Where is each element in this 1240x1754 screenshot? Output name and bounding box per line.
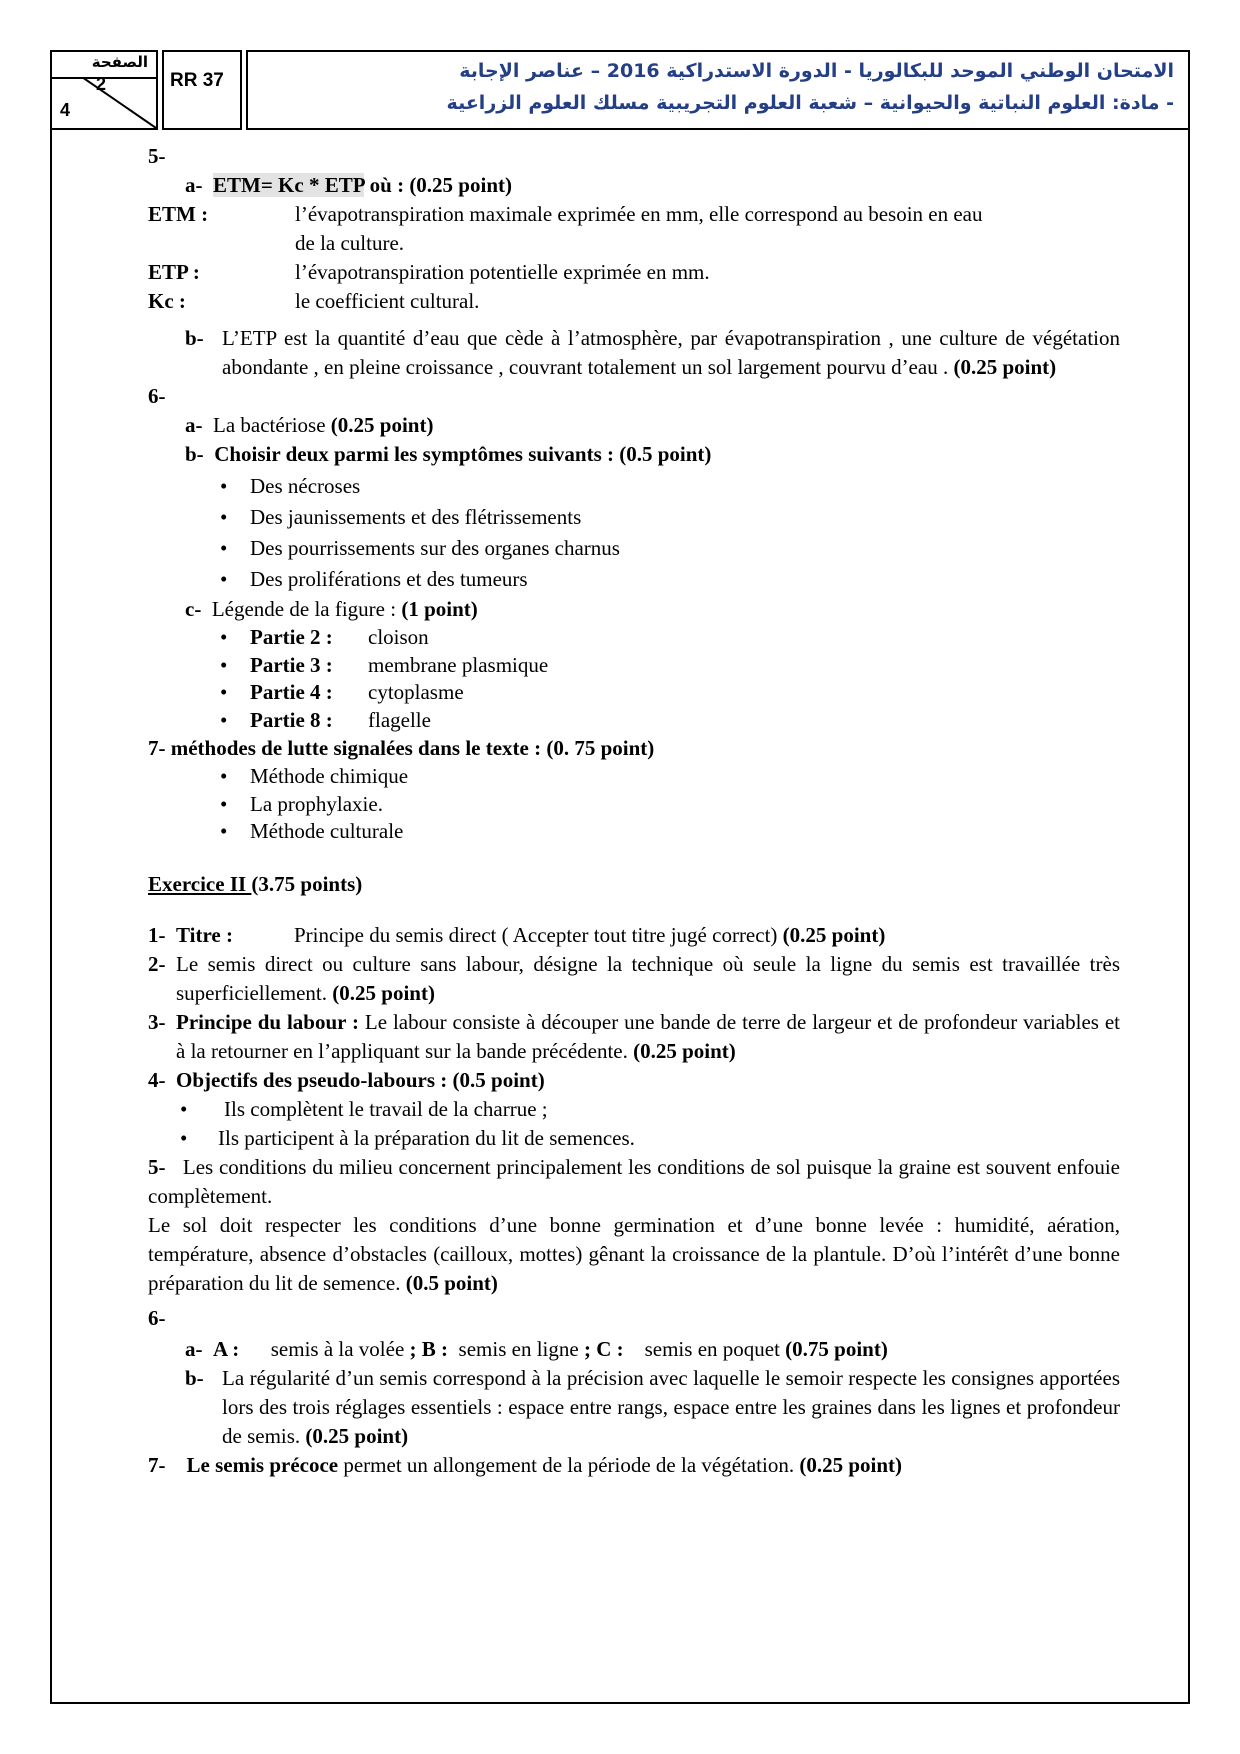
- def-kc-key: Kc :: [148, 289, 186, 313]
- ex2-item-2: 2- Le semis direct ou culture sans labour, désigne la technique où seule la ligne du semis est travaillée très superficiellement. (0.25 point): [148, 951, 1120, 1005]
- q5-a-mark: a-: [185, 173, 203, 197]
- exam-code: RR 37: [162, 50, 242, 130]
- symptom-item: • Des jaunissements et des flétrissements: [220, 505, 582, 529]
- ex2-item-3-points: (0.25 point): [633, 1038, 736, 1063]
- q5-a-formula: ETM= Kc * ETP: [213, 173, 365, 197]
- figure-part-item: • Partie 2 : cloison: [220, 625, 429, 649]
- ex2-item-6b: b- La régularité d’un semis correspond à la précision avec laquelle le semoir respecte les consignes apportées lors des trois réglages essentiels : espace entre rangs, espace entre les graines dans les lignes et profondeur de semis. (0.25 point): [185, 1365, 1120, 1448]
- ex2-item-6b-text: La régularité d’un semis correspond à la précision avec laquelle le semoir respecte les consignes apportées lors des trois réglages essentiels : espace entre rangs, espace entre les graines dans les lignes et profondeur de semis.: [222, 1365, 1120, 1448]
- q7-heading: 7- méthodes de lutte signalées dans le texte : (0. 75 point): [148, 736, 655, 760]
- page-header: [50, 50, 1190, 130]
- q6-a-points: (0.25 point): [330, 413, 434, 437]
- ex2-item-6b-points: (0.25 point): [305, 1423, 409, 1448]
- q5-a: [185, 171, 1120, 200]
- page-total: 4: [60, 100, 71, 120]
- def-etm: [148, 200, 1120, 258]
- ex2-item-5: 5- Les conditions du milieu concernent principalement les conditions de sol puisque la graine est souvent enfouie complètement.: [148, 1154, 1121, 1208]
- symptom-item: • Des nécroses: [220, 474, 361, 498]
- q5-b: [185, 324, 1120, 382]
- method-item: • La prophylaxie.: [220, 791, 383, 816]
- ex2-item-6a: a- A : semis à la volée ; B : semis en ligne ; C : semis en poquet (0.75 point): [185, 1336, 888, 1361]
- ex2-item-7-points: (0.25 point): [799, 1452, 903, 1477]
- def-etm-line1: l’évapotranspiration maximale exprimée en mm, elle correspond au besoin en eau: [295, 202, 983, 226]
- def-etp: [148, 258, 1120, 287]
- symptom-item: • Des proliférations et des tumeurs: [220, 567, 528, 591]
- q5-b-text: L’ETP est la quantité d’eau que cède à l’atmosphère, par évapotranspiration , une culture de végétation abondante , en pleine croissance , couvrant totalement un sol largement pourvu d’eau .: [222, 326, 1120, 379]
- def-etm-key: ETM :: [148, 202, 209, 226]
- q6-b-mark: b-: [185, 442, 204, 466]
- exercise-2-title-text: Exercice II: [148, 871, 252, 896]
- q6-a-mark: a-: [185, 413, 203, 437]
- q5-a-rest: où : (0.25 point): [364, 173, 512, 197]
- q5-number: 5-: [148, 144, 166, 168]
- exam-title-line2: - مادة: العلوم النباتية والحيوانية – شعبة العلوم التجريبية مسلك العلوم الزراعية: [446, 92, 1174, 114]
- figure-part-item: • Partie 8 : flagelle: [220, 707, 431, 732]
- method-item: • Méthode chimique: [220, 764, 409, 788]
- q5-b-points: (0.25 point): [953, 355, 1057, 379]
- def-etm-line2: de la culture.: [295, 231, 405, 255]
- q6-c: [185, 595, 1120, 624]
- symptom-item: • Des pourrissements sur des organes charnus: [220, 536, 620, 560]
- exercise-2-points: (3.75 points): [251, 871, 363, 896]
- ex2-item-4: 4- Objectifs des pseudo-labours : (0.5 point): [148, 1066, 1120, 1095]
- ex2-item-7-label: Le semis précoce: [186, 1452, 339, 1477]
- ex2-item-5-para2: [148, 1211, 1120, 1298]
- q6-a-text: La bactériose: [213, 413, 331, 437]
- page-number-box: [50, 50, 158, 130]
- q6-b: [185, 440, 1120, 469]
- page-label: الصفحة: [91, 53, 148, 71]
- ex2-item-5-p2: Le sol doit respecter les conditions d’une bonne germination et d’une bonne levée : humidité, aération, température, absence d’obstacles (cailloux, mottes) gênant la croissance de la plantule. D’où l’intérêt d’une bonne préparation du lit de semence.: [148, 1212, 1120, 1295]
- q6-c-points: (1 point): [401, 597, 478, 621]
- exam-title-box: [246, 50, 1190, 130]
- ex2-item-3: 3- Principe du labour : Le labour consiste à découper une bande de terre de largeur et de profondeur variables et à la retourner en l’appliquant sur la bande précédente. (0.25 point): [148, 1009, 1120, 1063]
- exercise-2-title: [148, 870, 1120, 899]
- exam-title-line1: الامتحان الوطني الموحد للبكالوريا - الدورة الاستدراكية 2016 – عناصر الإجابة: [459, 60, 1174, 82]
- ex2-item-3-label: Principe du labour :: [176, 1009, 365, 1034]
- q6-c-text: Légende de la figure :: [211, 597, 402, 621]
- def-etp-value: l’évapotranspiration potentielle exprimée en mm.: [295, 260, 710, 284]
- def-kc: [148, 287, 1120, 316]
- ex2-item-5-points: (0.5 point): [405, 1270, 498, 1295]
- ex2-item-1: 1- Titre : Principe du semis direct ( Accepter tout titre jugé correct) (0.25 point): [148, 921, 1120, 950]
- ex2-item-2-points: (0.25 point): [332, 980, 435, 1005]
- figure-part-item: • Partie 4 : cytoplasme: [220, 680, 464, 704]
- answer-content: [148, 142, 1120, 1480]
- page-number: 2: [96, 74, 107, 94]
- q6-a: [185, 411, 1120, 440]
- q6-b-text: Choisir deux parmi les symptômes suivants : (0.5 point): [214, 442, 712, 466]
- def-kc-value: le coefficient cultural.: [295, 289, 480, 313]
- q6-number: 6-: [148, 384, 166, 408]
- ex2-item-1-text: Principe du semis direct ( Accepter tout titre jugé correct): [294, 922, 783, 947]
- ex2-item-2-text: Le semis direct ou culture sans labour, désigne la technique où seule la ligne du semis est travaillée très superficiellement.: [176, 951, 1120, 1005]
- q5-b-mark: b-: [185, 326, 204, 350]
- ex2-item-5-p1: Les conditions du milieu concernent principalement les conditions de sol puisque la graine est souvent enfouie complètement.: [148, 1154, 1121, 1208]
- method-item: • Méthode culturale: [220, 819, 404, 843]
- figure-part-item: • Partie 3 : membrane plasmique: [220, 652, 549, 677]
- q6-c-mark: c-: [185, 597, 202, 621]
- ex2-item-7: 7- Le semis précoce permet un allongement de la période de la végétation. (0.25 point): [148, 1452, 903, 1477]
- ex2-item-6-number: 6-: [148, 1305, 166, 1330]
- pseudo-labour-item: • Ils participent à la préparation du lit de semences.: [180, 1125, 635, 1150]
- ex2-item-3-text: Le labour consiste à découper une bande de terre de largeur et de profondeur variables et à la retourner en l’appliquant sur la bande précédente.: [176, 1009, 1120, 1063]
- ex2-item-1-points: (0.25 point): [782, 922, 886, 947]
- pseudo-labour-item: • Ils complètent le travail de la charrue ;: [180, 1096, 548, 1121]
- def-etp-key: ETP :: [148, 260, 200, 284]
- ex2-item-4-text: Objectifs des pseudo-labours : (0.5 point): [176, 1067, 545, 1092]
- ex2-item-1-label: Titre :: [176, 922, 233, 947]
- ex2-item-7-text: permet un allongement de la période de la végétation.: [338, 1452, 800, 1477]
